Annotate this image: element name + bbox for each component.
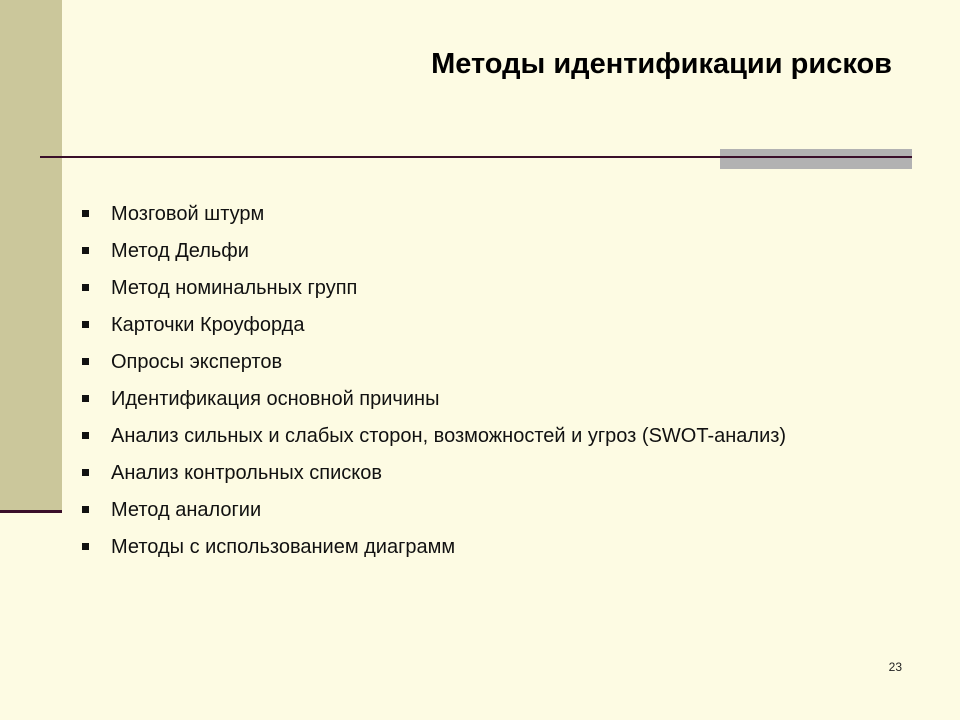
list-item-text: Метод аналогии	[111, 499, 262, 521]
page-number: 23	[888, 660, 902, 674]
title-rule-overlay	[720, 156, 912, 158]
square-bullet-icon	[82, 247, 89, 254]
square-bullet-icon	[82, 506, 89, 513]
slide-title: Методы идентификации рисков	[431, 48, 892, 80]
list-item-text: Методы с использованием диаграмм	[111, 536, 456, 558]
square-bullet-icon	[82, 432, 89, 439]
list-item-text: Метод Дельфи	[111, 240, 249, 262]
square-bullet-icon	[82, 469, 89, 476]
title-rule-grey-block	[720, 149, 912, 169]
square-bullet-icon	[82, 358, 89, 365]
list-item-text: Карточки Кроуфорда	[111, 314, 305, 336]
list-item-text: Идентификация основной причины	[111, 388, 440, 410]
list-item-text: Опросы экспертов	[111, 351, 283, 373]
list-item-text: Анализ контрольных списков	[111, 462, 382, 484]
left-decorative-bar	[0, 0, 62, 512]
list-item-text: Мозговой штурм	[111, 203, 265, 225]
square-bullet-icon	[82, 543, 89, 550]
list-item-text: Анализ сильных и слабых сторон, возможностей и угроз (SWOT-анализ)	[111, 425, 787, 447]
left-bar-underline	[0, 510, 62, 513]
square-bullet-icon	[82, 284, 89, 291]
square-bullet-icon	[82, 210, 89, 217]
square-bullet-icon	[82, 395, 89, 402]
list-item-text: Метод номинальных групп	[111, 277, 358, 299]
square-bullet-icon	[82, 321, 89, 328]
